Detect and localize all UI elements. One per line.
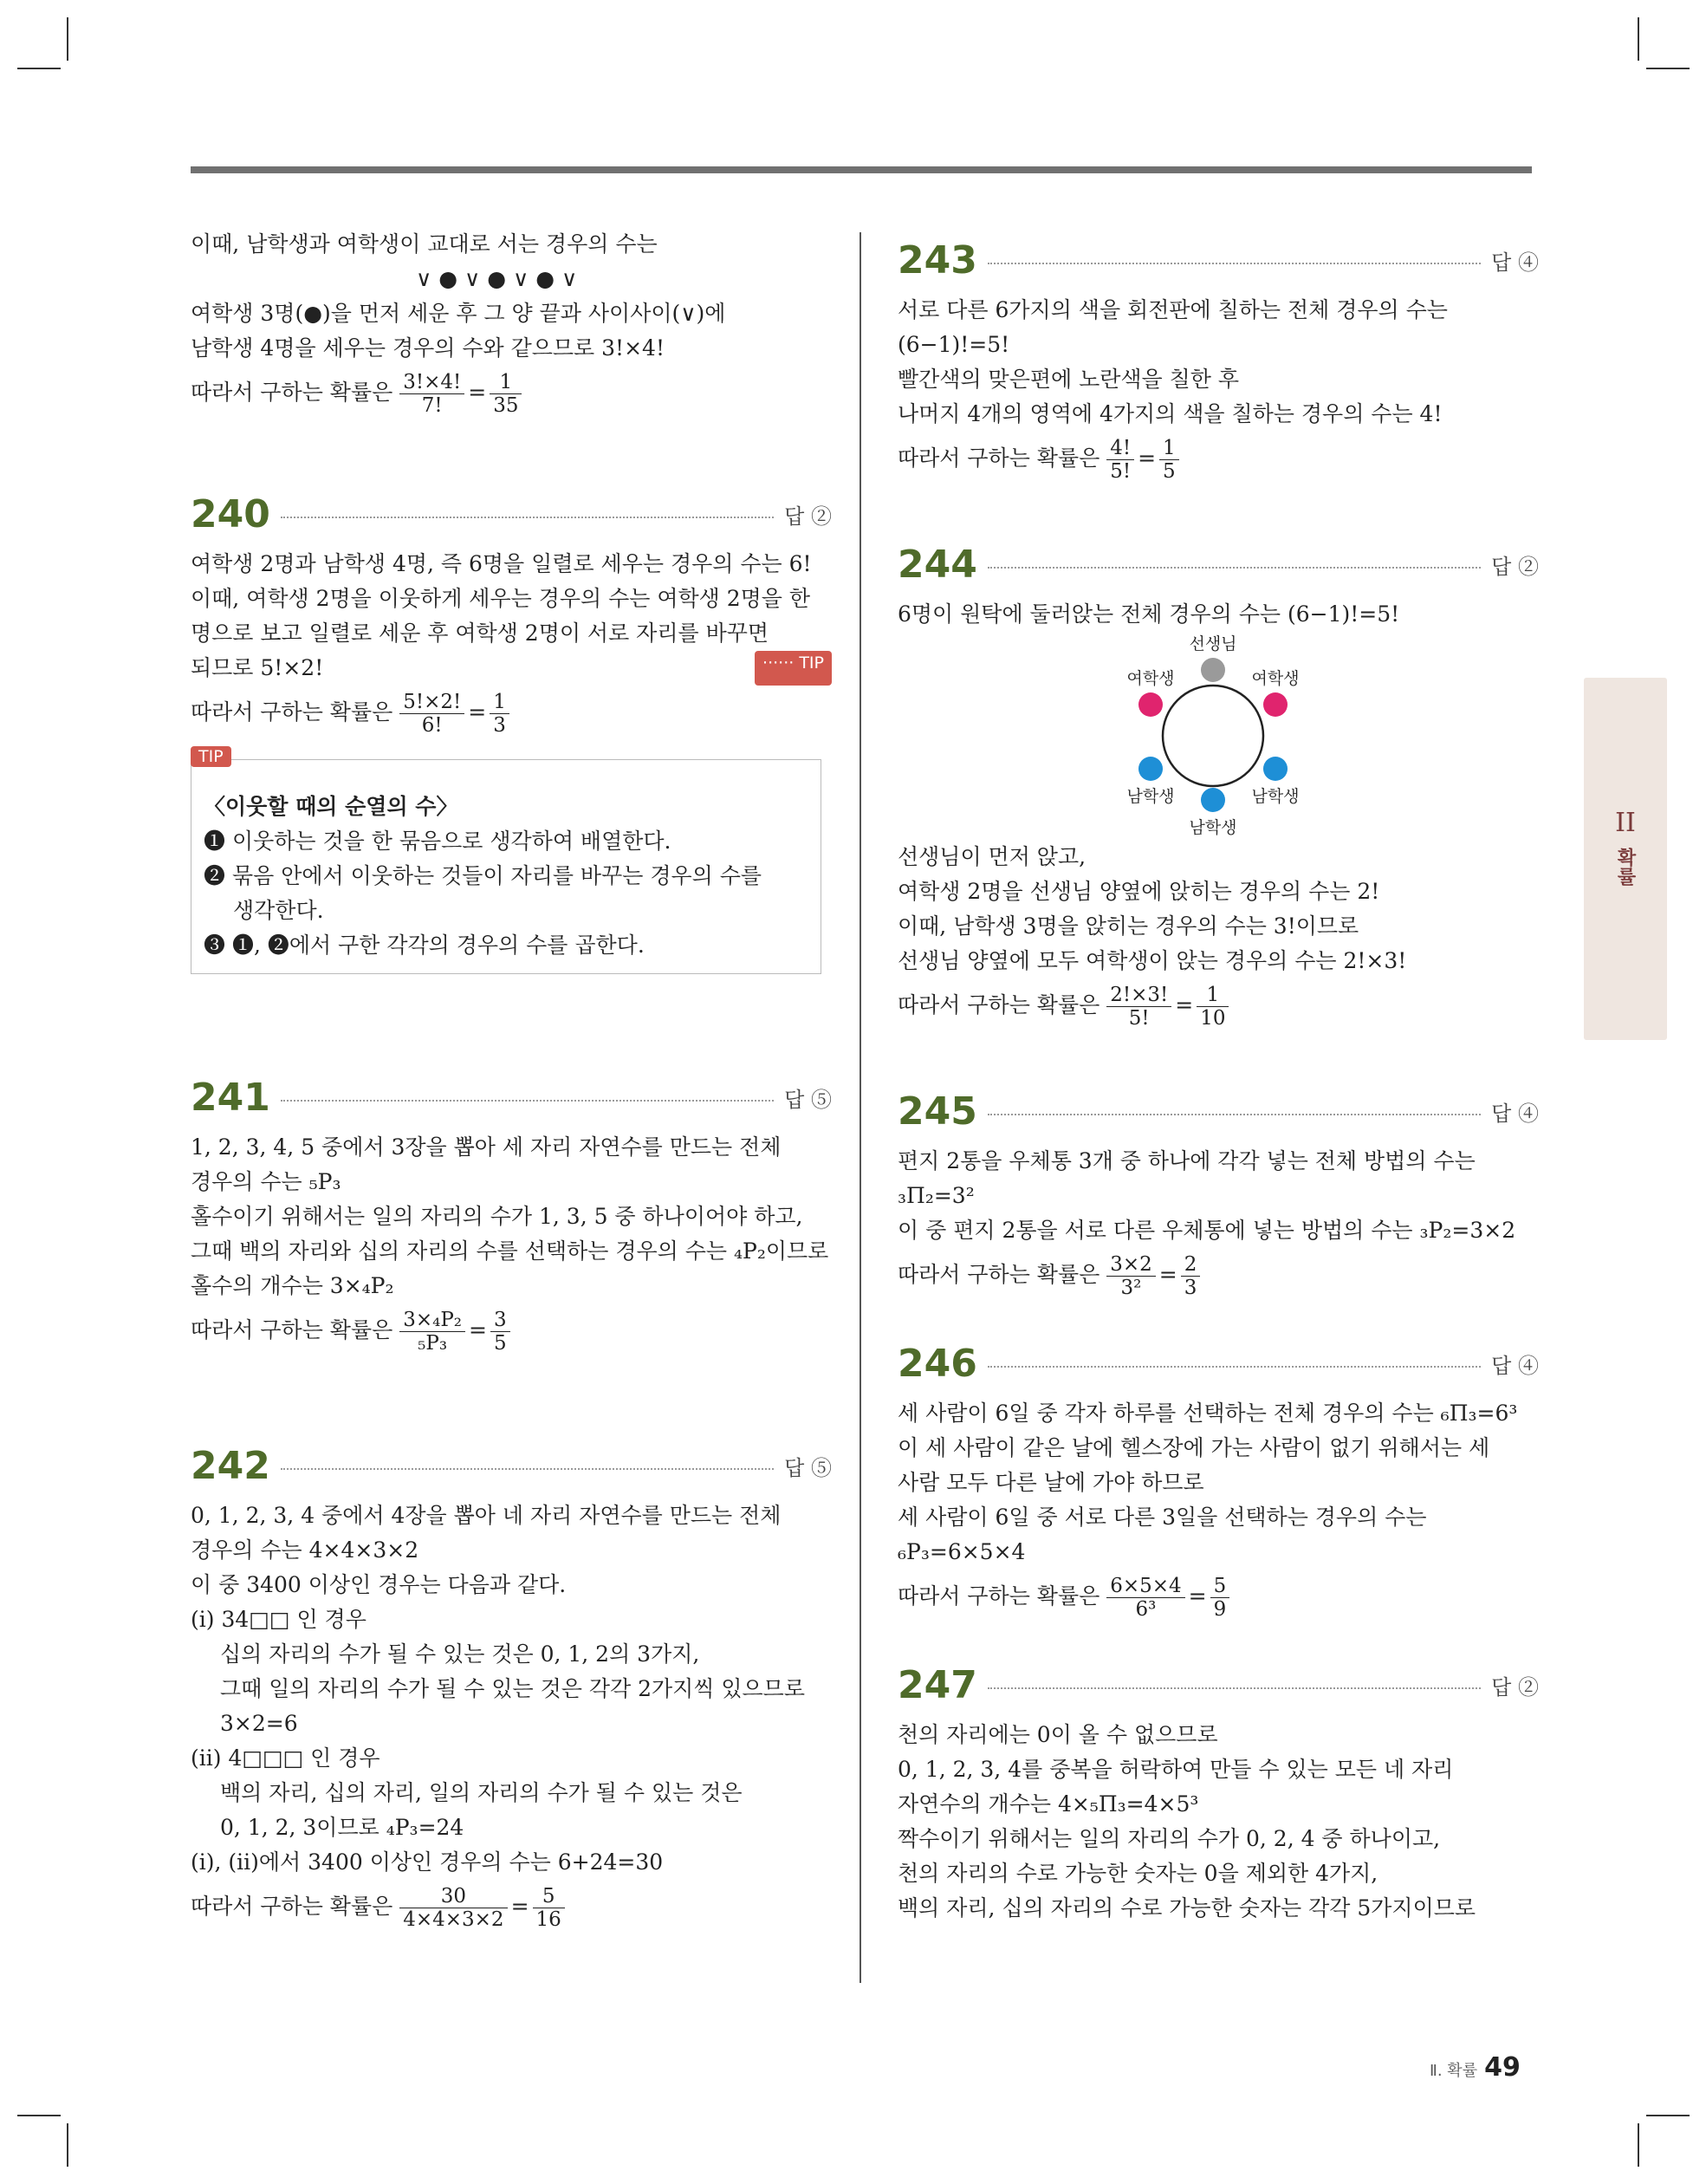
crop-mark [17,2115,61,2116]
round-table [1163,686,1263,786]
text-line: 여학생 2명과 남학생 4명, 즉 6명을 일렬로 세우는 경우의 수는 6! [191,551,812,576]
fraction: $\frac{2}{3}$ [1181,1253,1201,1299]
chapter-label: 확률 [1614,848,1637,886]
round-table-svg [898,632,1539,840]
result-line: 따라서 구하는 확률은 $\frac{4!}{5!}$ = $\frac{1}{5}$ [898,437,1539,483]
result-line: 따라서 구하는 확률은 $\frac{6\times 5\times 4}{\text{6³}}$ = $\frac{5}{9}$ [898,1575,1539,1621]
boy-seat-bottom [1201,788,1225,812]
fraction: $\frac{4!}{5!}$ [1106,437,1134,483]
fraction: $\frac{1}{5}$ [1159,437,1179,483]
text-line: 빨간색의 맞은편에 노란색을 칠한 후 [898,367,1240,392]
fraction: $\frac{6\times 5\times 4}{\text{6³}}$ [1106,1575,1184,1621]
dot-leader [988,263,1481,264]
chapter-side-tab [1584,678,1667,1040]
boy-label-bottom: 남학생 [1189,818,1237,837]
text-line: 이때, 남학생 3명을 앉히는 경우의 수는 3!이므로 [898,913,1359,939]
dot-leader [988,1114,1481,1115]
fraction: $\frac{2!\times 3!}{5!}$ [1106,984,1171,1030]
text-line: 그때 일의 자리의 수가 될 수 있는 것은 각각 2가지씩 있으므로 [220,1676,805,1701]
text-line: 천의 자리에는 0이 올 수 없으므로 [898,1722,1218,1747]
answer-badge: 답 ⑤ [784,1455,832,1480]
problem-header-241 [191,1064,832,1130]
text-line: 짝수이기 위해서는 일의 자리의 수가 0, 2, 4 중 하나이고, [898,1826,1441,1851]
answer-badge: 답 ④ [1491,1353,1539,1378]
left-column [191,227,832,1931]
answer-badge: 답 ② [1491,554,1539,579]
answer-badge: 답 ④ [1491,250,1539,275]
text-line: 여학생 3명(●)을 먼저 세운 후 그 양 끝과 사이사이(∨)에 [191,301,726,326]
problem-header-246 [898,1330,1539,1396]
text-line: 이때, 남학생과 여학생이 교대로 서는 경우의 수는 [191,231,658,257]
girl-seat-right [1263,692,1288,717]
text-line: 세 사람이 6일 중 각자 하루를 선택하는 전체 경우의 수는 ₆Π₃=6³ [898,1401,1518,1426]
arrangement-pattern: ∨ ● ∨ ● ∨ ● ∨ [416,266,578,291]
text-line: 이 중 편지 2통을 서로 다른 우체통에 넣는 방법의 수는 ₃P₂=3×2 [898,1218,1516,1243]
intro-block [191,227,832,417]
problem-header-242 [191,1433,832,1498]
tip-item: ❷ 묶음 안에서 이웃하는 것들이 자리를 바꾸는 경우의 수를 [204,863,762,888]
teacher-label: 선생님 [1189,634,1237,653]
tip-item: ❶ 이웃하는 것을 한 묶음으로 생각하여 배열한다. [204,829,671,854]
fraction: $\frac{1}{10}$ [1197,984,1229,1030]
case-label: (ii) 4□□□ 인 경우 [191,1745,380,1771]
footer-chapter: Ⅱ. 확률 [1430,2062,1478,2080]
tip-title: 〈이웃할 때의 순열의 수〉 [204,794,458,819]
header-rule [191,166,1532,173]
text-line: 백의 자리, 십의 자리의 수로 가능한 숫자는 각각 5가지이므로 [898,1895,1476,1921]
result-line: 따라서 구하는 확률은 $\frac{\text{3×₄P₂}}{\text{₅P₃}}$ = $\frac{3}{5}$ [191,1309,832,1355]
tip-item: ❸ ❶, ❷에서 구한 각각의 경우의 수를 곱한다. [204,933,645,958]
girl-label-left: 여학생 [1126,669,1175,688]
dot-leader [988,567,1481,569]
boy-seat-left [1138,757,1163,781]
text-line: 경우의 수는 4×4×3×2 [191,1537,419,1563]
text-line: 백의 자리, 십의 자리, 일의 자리의 수가 될 수 있는 것은 [220,1780,743,1805]
dot-leader [281,1468,774,1470]
problem-number: 246 [898,1341,977,1386]
text-line: 경우의 수는 ₅P₃ [191,1169,341,1194]
text-line: 자연수의 개수는 4×₅Π₃=4×5³ [898,1791,1199,1817]
text-line: 이때, 여학생 2명을 이웃하게 세우는 경우의 수는 여학생 2명을 한 [191,586,811,611]
column-divider [859,232,861,1983]
crop-mark [17,68,61,69]
fraction: $\frac{30}{4\times 4\times 3\times 2}$ [399,1885,507,1931]
tip-label: TIP [191,746,231,767]
problem-header-245 [898,1078,1539,1144]
problem-number: 244 [898,542,977,587]
page-number: 49 [1484,2052,1521,2083]
text-line: 선생님 양옆에 모두 여학생이 앉는 경우의 수는 2!×3! [898,948,1407,973]
teacher-seat [1201,658,1225,682]
boy-seat-right [1263,757,1288,781]
text-line: 사람 모두 다른 날에 가야 하므로 [898,1470,1204,1495]
crop-mark [67,17,68,61]
problem-number: 245 [898,1089,977,1134]
girl-label-right: 여학생 [1251,669,1300,688]
problem-number: 240 [191,491,270,536]
tip-item: 생각한다. [233,898,324,923]
answer-badge: 답 ④ [1491,1101,1539,1126]
problem-header-247 [898,1652,1539,1718]
case-label: (i) 34□□ 인 경우 [191,1607,366,1632]
problem-header-243 [898,227,1539,293]
answer-badge: 답 ② [784,504,832,529]
problem-number: 247 [898,1662,977,1707]
text-line: 이 세 사람이 같은 날에 헬스장에 가는 사람이 없기 위해서는 세 [898,1435,1490,1460]
tip-reference: ······ TIP [755,651,832,686]
text-line: 여학생 2명을 선생님 양옆에 앉히는 경우의 수는 2! [898,879,1380,904]
dot-leader [281,517,774,518]
text-line: 십의 자리의 수가 될 수 있는 것은 0, 1, 2의 3가지, [220,1641,700,1667]
text-line: 나머지 4개의 영역에 4가지의 색을 칠하는 경우의 수는 4! [898,401,1443,426]
text-line: 3×2=6 [220,1711,298,1736]
text-line: (i), (ii)에서 3400 이상인 경우의 수는 6+24=30 [191,1849,664,1875]
text-line: 명으로 보고 일렬로 세운 후 여학생 2명이 서로 자리를 바꾸면 [191,621,769,646]
text-line: 그때 백의 자리와 십의 자리의 수를 선택하는 경우의 수는 ₄P₂이므로 [191,1238,829,1264]
fraction: $\frac{3}{5}$ [490,1309,510,1355]
fraction: $\frac{5}{9}$ [1210,1575,1230,1621]
problem-number: 242 [191,1443,270,1488]
result-line: 따라서 구하는 확률은 $\frac{3\times 2}{\text{3²}}$ = $\frac{2}{3}$ [898,1253,1539,1299]
crop-mark [1646,2115,1690,2116]
problem-header-240 [191,481,832,547]
round-table-diagram [898,632,1539,840]
text-line: 세 사람이 6일 중 서로 다른 3일을 선택하는 경우의 수는 [898,1505,1427,1530]
crop-mark [1638,17,1639,61]
answer-badge: 답 ② [1491,1674,1539,1700]
result-line: 따라서 구하는 확률은 $\frac{2!\times 3!}{5!}$ = $\frac{1}{10}$ [898,984,1539,1030]
text-line: 선생님이 먼저 앉고, [898,844,1087,869]
text-line: 0, 1, 2, 3, 4 중에서 4장을 뽑아 네 자리 자연수를 만드는 전체 [191,1503,782,1528]
text-line: 남학생 4명을 세우는 경우의 수와 같으므로 3!×4! [191,335,665,361]
dot-leader [988,1687,1481,1689]
text-line: 편지 2통을 우체통 3개 중 하나에 각각 넣는 전체 방법의 수는 [898,1148,1476,1173]
text-line: 0, 1, 2, 3, 4를 중복을 허락하여 만들 수 있는 모든 네 자리 [898,1757,1454,1782]
answer-badge: 답 ⑤ [784,1087,832,1112]
text-line: 홀수의 개수는 3×₄P₂ [191,1273,394,1298]
problem-number: 241 [191,1075,270,1120]
fraction: $\frac{\text{3×₄P₂}}{\text{₅P₃}}$ [399,1309,465,1355]
problem-number: 243 [898,237,977,283]
text-line: 천의 자리의 수로 가능한 숫자는 0을 제외한 4가지, [898,1861,1378,1886]
text-line: 서로 다른 6가지의 색을 회전판에 칠하는 전체 경우의 수는 [898,297,1448,322]
right-column [898,227,1539,1926]
fraction: $\frac{5}{16}$ [533,1885,565,1931]
tip-box [191,747,821,974]
problem-header-244 [898,531,1539,597]
boy-label-right: 남학생 [1251,787,1300,806]
text-line: 이 중 3400 이상인 경우는 다음과 같다. [191,1572,567,1597]
result-line: 따라서 구하는 확률은 $\frac{30}{4\times 4\times 3\times 2}$ = $\frac{5}{16}$ [191,1885,832,1931]
text-line: 홀수이기 위해서는 일의 자리의 수가 1, 3, 5 중 하나이어야 하고, [191,1204,803,1229]
crop-mark [1646,68,1690,69]
fraction: $\frac{3!\times 4!}{7!}$ [399,371,464,417]
fraction: $\frac{1}{35}$ [490,371,522,417]
fraction: $\frac{1}{3}$ [490,691,509,737]
dot-leader [988,1366,1481,1368]
crop-mark [67,2123,68,2167]
text-line: 되므로 5!×2! ······ TIP [191,651,832,686]
fraction: $\frac{5!\times 2!}{6!}$ [399,691,464,737]
boy-label-left: 남학생 [1126,787,1175,806]
text-line: 1, 2, 3, 4, 5 중에서 3장을 뽑아 세 자리 자연수를 만드는 전체 [191,1134,782,1160]
crop-mark [1638,2123,1639,2167]
result-line: 따라서 구하는 확률은 $\frac{3!\times 4!}{7!}$ = $\frac{1}{35}$ [191,371,832,417]
page-footer [1430,2052,1521,2083]
text-line: 0, 1, 2, 3이므로 ₄P₃=24 [220,1815,464,1840]
text-line: (6−1)!=5! [898,332,1010,357]
fraction: $\frac{3\times 2}{\text{3²}}$ [1106,1253,1156,1299]
text-line: ₃Π₂=3² [898,1183,975,1208]
chapter-roman: II [1615,808,1636,838]
result-line: 따라서 구하는 확률은 $\frac{5!\times 2!}{6!}$ = $\frac{1}{3}$ [191,691,832,737]
girl-seat-left [1138,692,1163,717]
dot-leader [281,1100,774,1102]
text-line: ₆P₃=6×5×4 [898,1539,1026,1564]
text-line: 6명이 원탁에 둘러앉는 전체 경우의 수는 (6−1)!=5! [898,601,1400,627]
